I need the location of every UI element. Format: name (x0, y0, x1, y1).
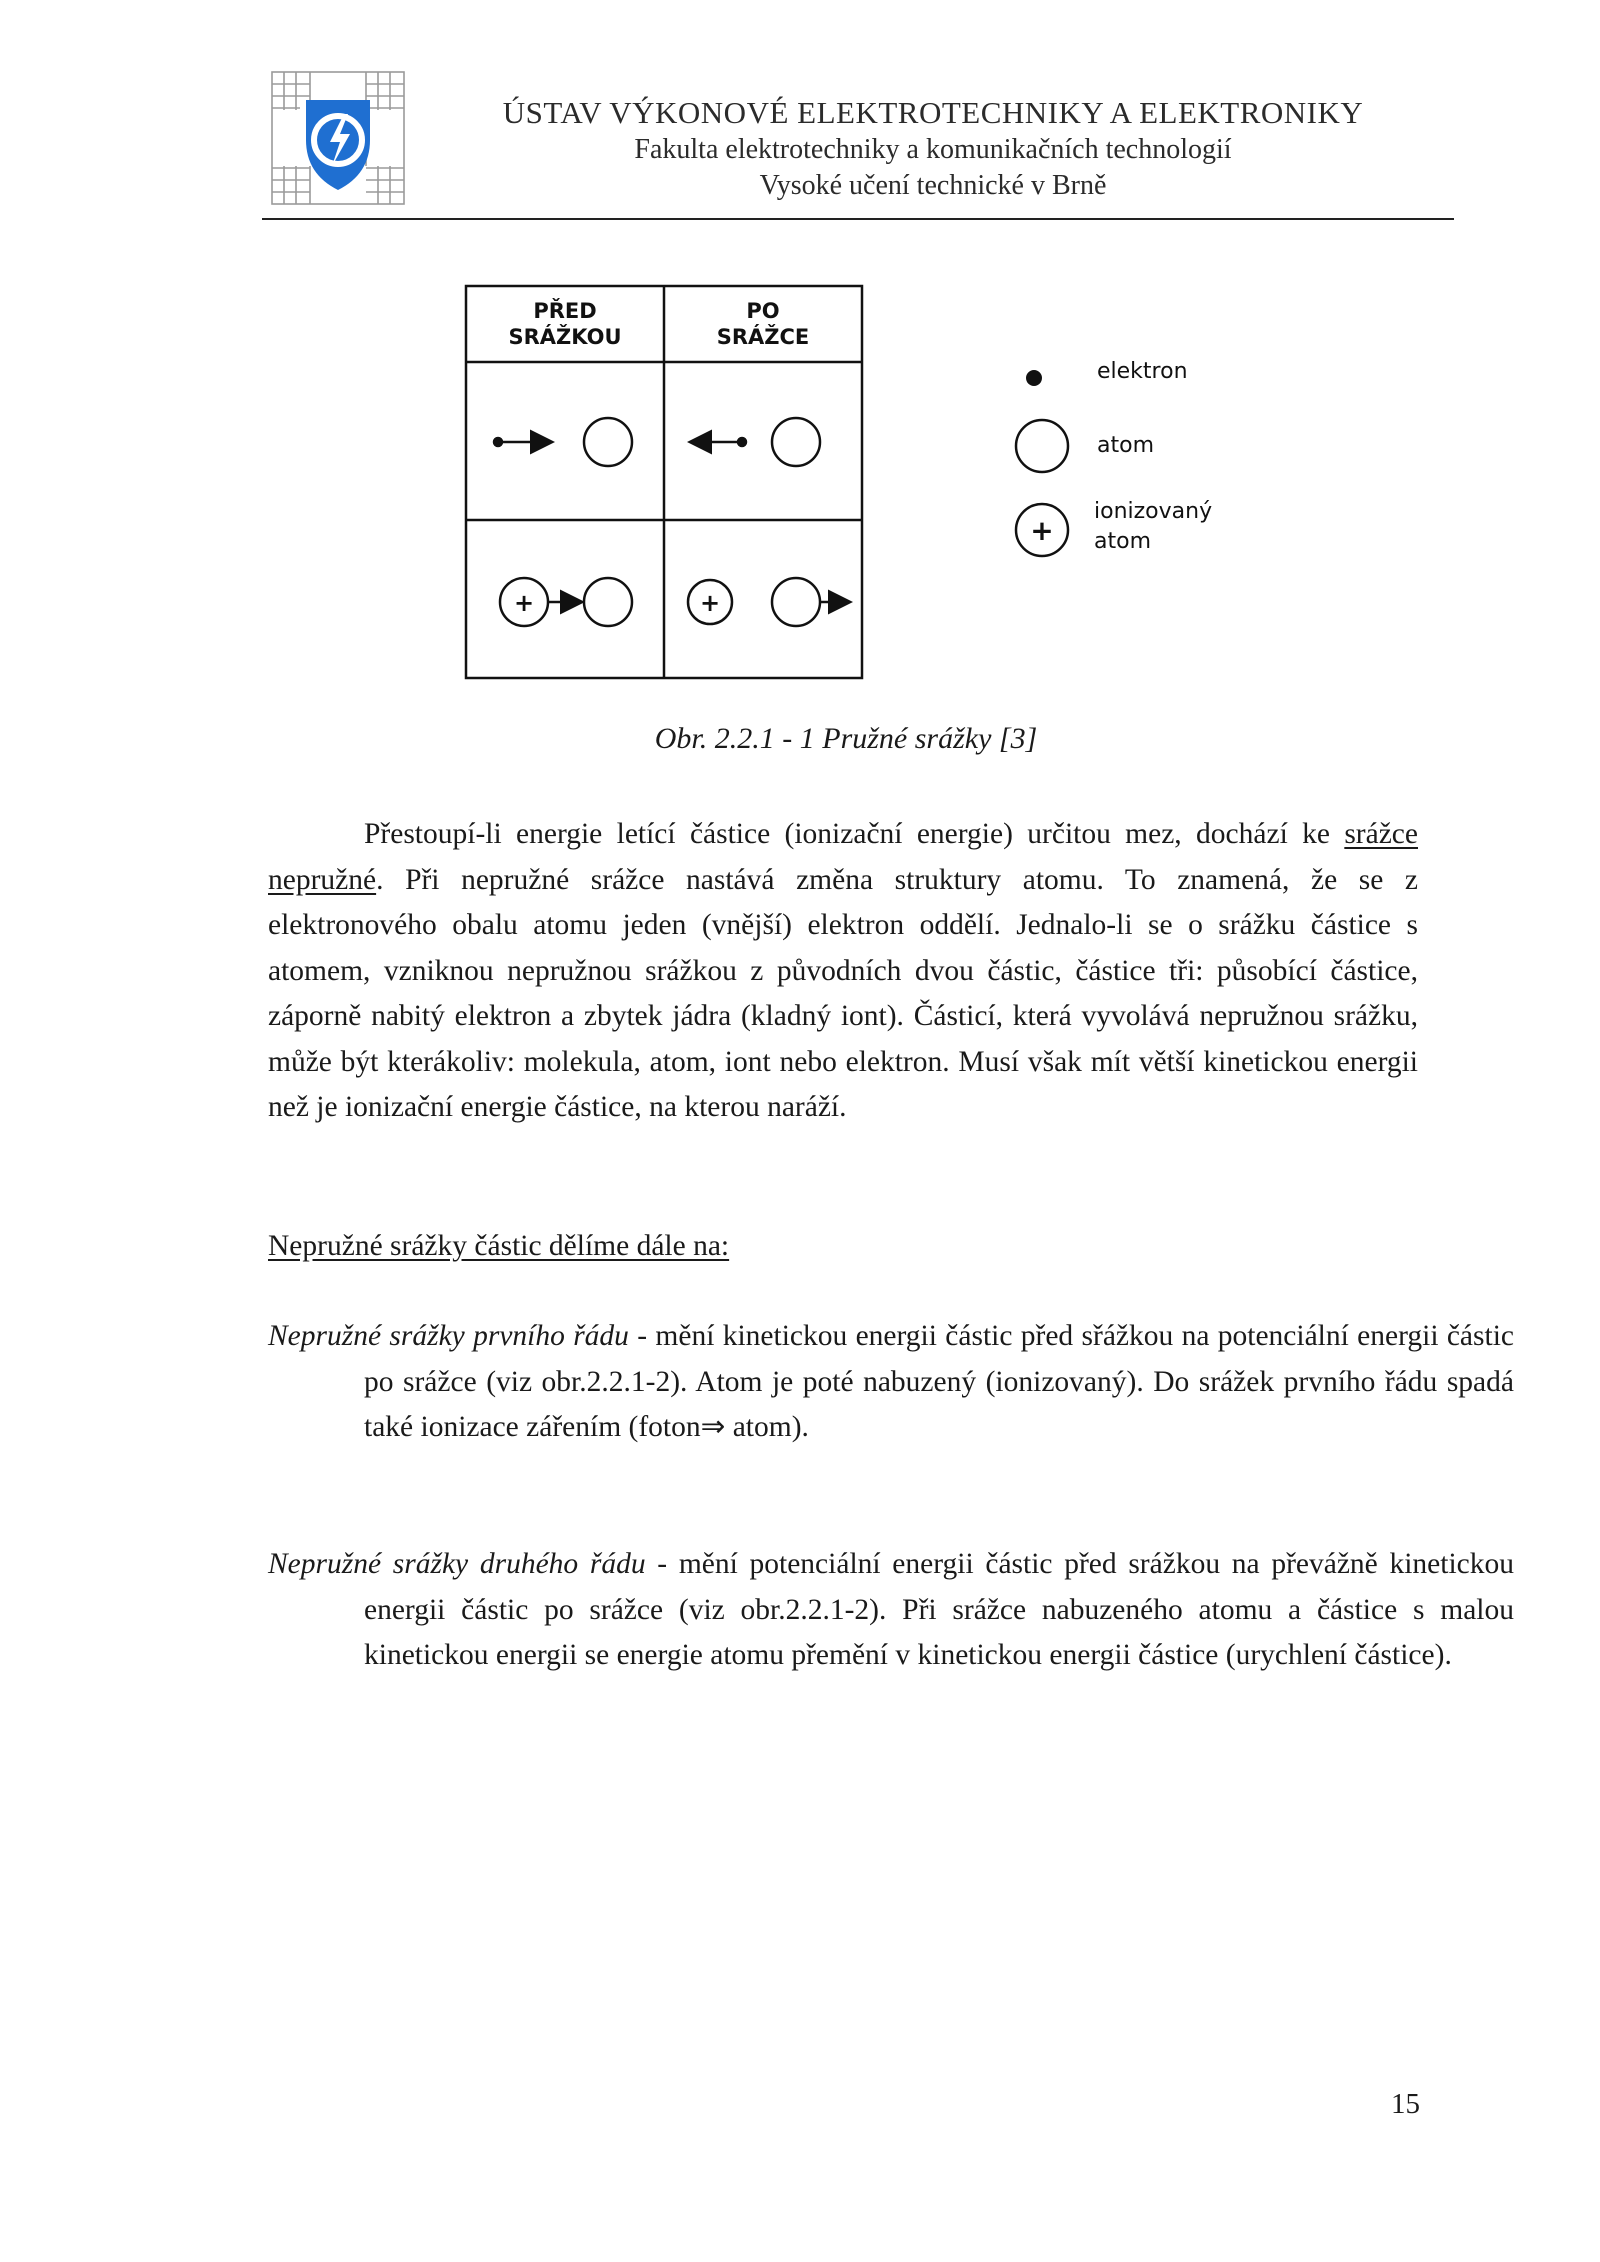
before-ion-plus: + (513, 589, 535, 617)
paragraph-inelastic-collision (268, 812, 1418, 1131)
legend-electron-label: elektron (1097, 359, 1188, 384)
university-logo-icon (270, 70, 406, 206)
institute-name: ÚSTAV VÝKONOVÉ ELEKTROTECHNIKY A ELEKTRONIKY (502, 95, 1364, 130)
page-number: 15 (1391, 2088, 1420, 2120)
legend-ion-plus: + (1030, 514, 1054, 547)
list-item-first-order (268, 1314, 1514, 1451)
col2-header-line1: PO (746, 299, 780, 323)
figure-caption: Obr. 2.2.1 - 1 Pružné srážky [3] (654, 722, 1038, 755)
after-electron-arrow (692, 438, 746, 446)
after-ion-plus: + (699, 589, 721, 617)
university-name: Vysoké učení technické v Brně (759, 170, 1107, 201)
second-order-term: Nepružné srážky druhého řádu (268, 1548, 646, 1580)
legend-ion-label-line1: ionizovaný (1094, 499, 1213, 524)
before-electron-arrow (494, 438, 550, 446)
col1-header-line1: PŘED (533, 299, 597, 323)
subheading (268, 1224, 1418, 1270)
before-atom2-circle (584, 578, 632, 626)
first-order-text: - mění kinetickou energii částic před sřážkou na potenciální energii částic po srážce (viz obr.2.2.1-2). Atom je poté nabuzený (ionizovaný). Do srážek prvního řádu spadá také ionizace zářením (foton⇒ atom). (364, 1320, 1514, 1443)
after-atom2-circle (772, 578, 820, 626)
subheading-text: Nepružné srážky částic dělíme dále na: (268, 1230, 730, 1262)
after-atom-circle (772, 418, 820, 466)
first-order-term: Nepružné srážky prvního řádu (268, 1320, 629, 1352)
col2-header-line2: SRÁŽCE (716, 325, 810, 349)
faculty-name: Fakulta elektrotechniky a komunikačních technologií (634, 134, 1232, 165)
legend-atom-label: atom (1097, 433, 1154, 458)
paragraph1-part2: . Při nepružné srážce nastává změna struktury atomu. To znamená, že se z elektronového obalu atomu jeden (vnější) elektron oddělí. Jednalo-li se o srážku částice s atomem, vzniknou nepružnou srážkou z původních dvou částic, částice tři: působící částice, záporně nabitý elektron a zbytek jádra (kladný iont). Částicí, která vyvolává nepružnou srážku, může být kterákoliv: molekula, atom, iont nebo elektron. Musí však mít větší kinetickou energii než je ionizační energie částice, na kterou naráží. (268, 863, 1418, 1123)
term-inelastic-collision: srážce nepružné (268, 818, 1418, 896)
col1-header-line2: SRÁŽKOU (508, 325, 622, 349)
figure-legend (1016, 359, 1212, 556)
elastic-collisions-figure (462, 282, 1222, 686)
second-order-text: - mění potenciální energii částic před srážkou na převážně kinetickou energii částic po srážce (viz obr.2.2.1-2). Při srážce nabuzeného atomu a částice s malou kinetickou energii se energie atomu přemění v kinetickou energii částice (urychlení částice). (364, 1548, 1514, 1671)
list-item-second-order (268, 1542, 1514, 1679)
paragraph1-part1: Přestoupí-li energie letící částice (ionizační energie) určitou mez, dochází ke (364, 818, 1345, 850)
page-header (262, 66, 1454, 220)
legend-ion-label-line2: atom (1094, 529, 1151, 554)
before-atom-circle (584, 418, 632, 466)
lightning-shield-icon (306, 100, 370, 190)
